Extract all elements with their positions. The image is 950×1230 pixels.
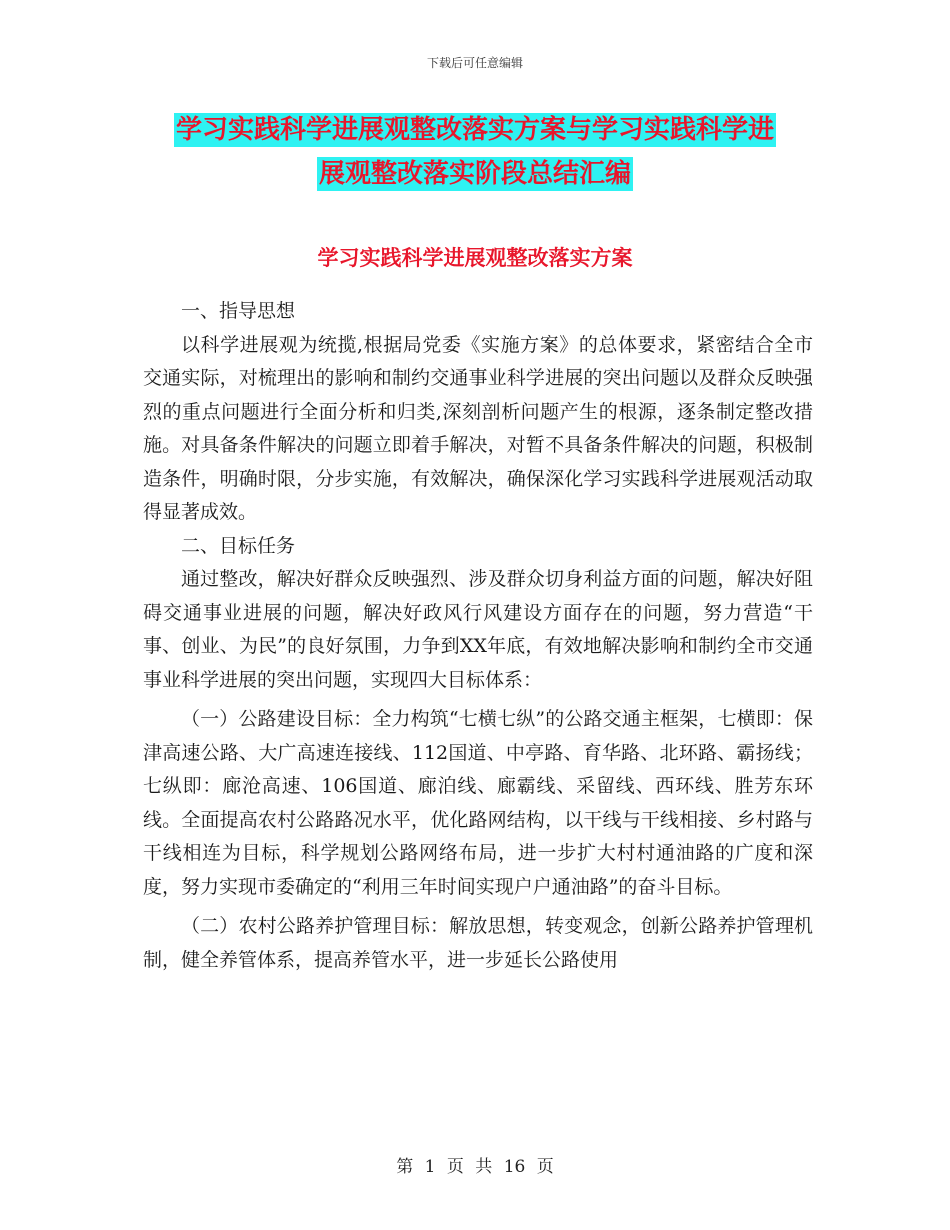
title-highlight-2: 展观整改落实阶段总结汇编 <box>318 159 631 189</box>
header-note: 下载后可任意编辑 <box>426 56 523 70</box>
paragraph-rural-road-maintenance: （二）农村公路养护管理目标：解放思想，转变观念，创新公路养护管理机制，健全养管体系，提高养管水平，进一步延长公路使用 <box>143 915 813 971</box>
heading-guiding-thought: 一、指导思想 <box>181 300 296 322</box>
paragraph-road-construction: （一）公路建设目标：全力构筑“七横七纵”的公路交通主框架，七横即：保津高速公路、大广高速连接线、112国道、中亭路、育华路、北环路、霸扬线；七纵即：廊沧高速、106国道、廊泊线、廊霸线、采留线、西环线、胜芳东环线。全面提高农村公路路况水平，优化路网结构，以干线与干线相接、乡村路与干线相连为目标，科学规划公路网络布局，进一步扩大村村通油路的广度和深度，努力实现市委确定的“利用三年时间实现户户通油路”的奋斗目标。 <box>143 708 813 898</box>
paragraph-guiding-thought: 以科学进展观为统揽,根据局党委《实施方案》的总体要求，紧密结合全市交通实际，对梳理出的影响和制约交通事业科学进展的突出问题以及群众反映强烈的重点问题进行全面分析和归类,深刻剖析问题产生的根源，逐条制定整改措施。对具备条件解决的问题立即着手解决，对暂不具备条件解决的问题，积极制造条件，明确时限，分步实施，有效解决，确保深化学习实践科学进展观活动取得显著成效。 <box>143 333 813 523</box>
heading-goals: 二、目标任务 <box>181 534 296 557</box>
page-footer: 第 1 页 共 16 页 <box>396 1157 554 1177</box>
paragraph-goals: 通过整改，解决好群众反映强烈、涉及群众切身利益方面的问题，解决好阻碍交通事业进展的问题，解决好政风行风建设方面存在的问题，努力营造“干事、创业、为民”的良好氛围，力争到XX年底，有效地解决影响和制约全市交通事业科学进展的突出问题，实现四大目标体系： <box>143 568 813 691</box>
section-title: 学习实践科学进展观整改落实方案 <box>317 245 633 270</box>
title-highlight-1: 学习实践科学进展观整改落实方案与学习实践科学进 <box>175 115 774 145</box>
document-body <box>143 295 813 977</box>
document-title-line-1 <box>0 106 950 154</box>
document-title-line-2 <box>0 150 950 198</box>
